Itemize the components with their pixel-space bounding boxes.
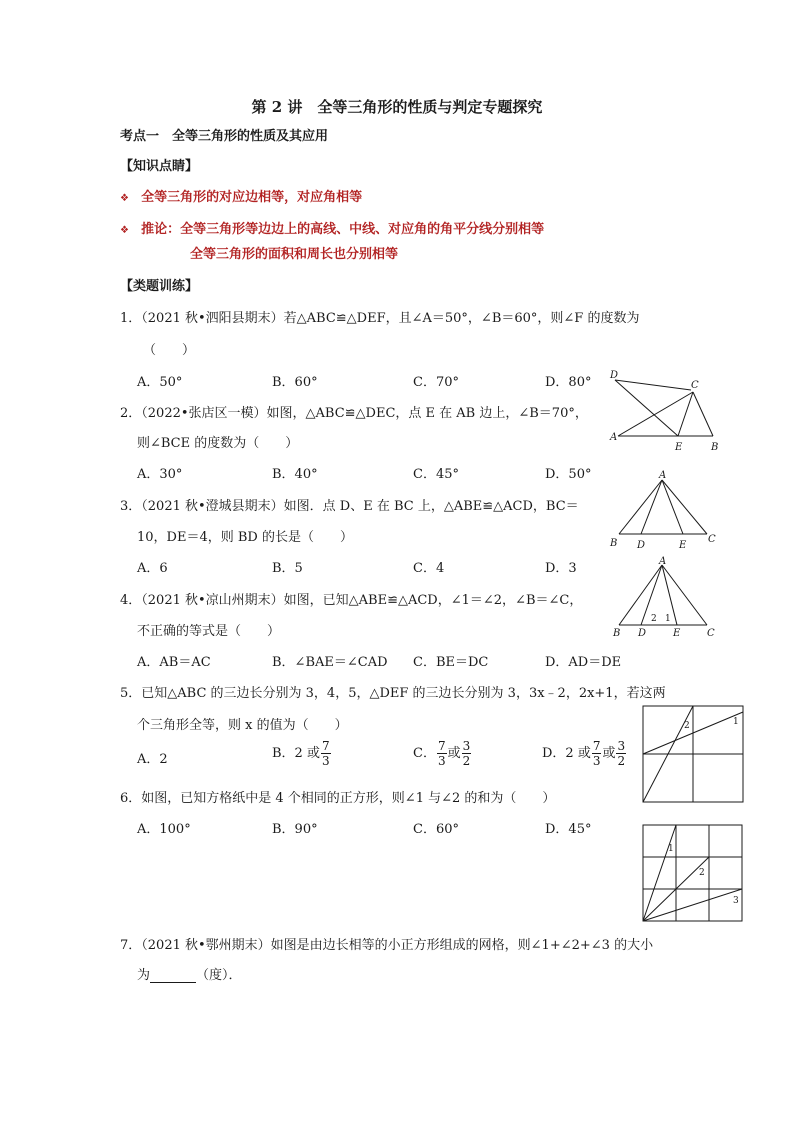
- q6-option-a: A．100°: [137, 822, 191, 837]
- q1-option-d: D．80°: [545, 375, 592, 390]
- knowledge-item-2: [120, 218, 544, 237]
- q3-line-1: 3．（2021 秋•澄城县期末）如图．点 D、E 在 BC 上，△ABE≌△ACD，BC＝: [120, 499, 579, 514]
- q4-option-b: B．∠BAE＝∠CAD: [272, 655, 388, 670]
- knowledge-text-2: 推论：全等三角形等边边上的高线、中线、对应角的角平分线分别相等: [141, 222, 545, 237]
- q4-label-d: D: [638, 628, 647, 639]
- q4-label-a: A: [659, 556, 667, 567]
- q3-option-d: D．3: [545, 561, 577, 576]
- q3-label-b: B: [610, 538, 618, 549]
- q6-figure: [641, 704, 745, 804]
- q6-option-d: D．45°: [545, 822, 592, 837]
- q4-line-2: 不正确的等式是（ ）: [137, 624, 281, 639]
- q2-label-c: C: [691, 380, 699, 391]
- q4-option-c: C．BE＝DC: [413, 655, 489, 670]
- answer-blank: [150, 970, 196, 983]
- q3-label-e: E: [679, 540, 687, 550]
- fraction: $\frac{7}{3}$: [437, 739, 446, 768]
- q2-figure: [605, 366, 725, 456]
- q7-angle-3: 3: [733, 896, 739, 906]
- q1-stem: 1．（2021 秋•泗阳县期末）若△ABC≌△DEF，且∠A＝50°，∠B＝60°，则∠F 的度数为: [120, 311, 640, 326]
- q5-option-d: D．2 或 $\frac{7}{3}$ 或 $\frac{3}{2}$: [542, 739, 626, 768]
- q4-option-d: D．AD＝DE: [545, 655, 622, 670]
- q7-figure: [641, 823, 745, 925]
- q5-option-a: A．2: [137, 752, 168, 767]
- q1-paren: （ ）: [143, 343, 196, 358]
- fraction: $\frac{3}{2}$: [617, 739, 626, 768]
- q2-option-d: D．50°: [545, 467, 592, 482]
- q7-line-1: 7．（2021 秋•鄂州期末）如图是由边长相等的小正方形组成的网格，则∠1+∠2+∠3 的大小: [120, 938, 654, 953]
- q1-option-b: B．60°: [272, 375, 318, 390]
- knowledge-item-1: [120, 186, 362, 205]
- q3-option-c: C．4: [413, 561, 445, 576]
- q3-option-a: A．6: [137, 561, 168, 576]
- fraction: $\frac{3}{2}$: [462, 739, 471, 768]
- q4-line-1: 4．（2021 秋•凉山州期末）如图，已知△ABE≌△ACD，∠1＝∠2，∠B＝∠C，: [120, 593, 583, 608]
- q4-label-c: C: [707, 628, 715, 639]
- q7-angle-2: 2: [699, 868, 705, 878]
- q3-line-2: 10，DE＝4，则 BD 的长是（ ）: [137, 530, 353, 545]
- q5-option-b: B．2 或 $\frac{7}{3}$: [272, 739, 330, 768]
- q4-angle-2: 2: [651, 614, 657, 624]
- q3-label-a: A: [659, 470, 667, 481]
- q4-angle-1: 1: [665, 614, 671, 624]
- q3-option-b: B．5: [272, 561, 303, 576]
- q5-line-2: 个三角形全等，则 x 的值为（ ）: [137, 718, 348, 733]
- q2-label-b: B: [711, 442, 719, 453]
- knowledge-text-3: 全等三角形的面积和周长也分别相等: [190, 247, 399, 262]
- q2-option-b: B．40°: [272, 467, 318, 482]
- diamond-bullet-icon: ❖: [120, 193, 129, 204]
- q4-label-e: E: [673, 628, 681, 639]
- knowledge-text-1: 全等三角形的对应边相等，对应角相等: [141, 190, 363, 205]
- q2-option-a: A．30°: [137, 467, 183, 482]
- q4-label-b: B: [613, 628, 621, 639]
- q7-line-2: 为 （度）．: [137, 968, 242, 983]
- q7-angle-1: 1: [668, 844, 674, 854]
- page-title: 第 2 讲 全等三角形的性质与判定专题探究: [251, 98, 543, 116]
- q2-label-d: D: [610, 370, 619, 381]
- q3-label-d: D: [637, 540, 646, 550]
- q6-angle-1: 1: [733, 717, 739, 727]
- q2-label-a: A: [610, 432, 618, 443]
- q6-angle-2: 2: [684, 721, 690, 731]
- section-heading: 考点一 全等三角形的性质及其应用: [120, 129, 329, 144]
- fraction: $\frac{7}{3}$: [321, 739, 330, 768]
- q3-label-c: C: [708, 534, 716, 545]
- q1-option-c: C．70°: [413, 375, 459, 390]
- q2-line-1: 2．（2022•张店区一模）如图，△ABC≌△DEC，点 E 在 AB 边上，∠B＝70°，: [120, 406, 588, 421]
- fraction: $\frac{7}{3}$: [592, 739, 601, 768]
- diamond-bullet-icon: ❖: [120, 225, 129, 236]
- q4-figure: [605, 555, 720, 640]
- q6-option-c: C．60°: [413, 822, 459, 837]
- q5-option-c: C． $\frac{7}{3}$ 或 $\frac{3}{2}$: [413, 739, 471, 768]
- q3-figure: [605, 468, 720, 550]
- q2-option-c: C．45°: [413, 467, 459, 482]
- q5-line-1: 5．已知△ABC 的三边长分别为 3，4，5，△DEF 的三边长分别为 3，3x﹣2，2x+1，若这两: [120, 686, 666, 701]
- training-header: 【类题训练】: [120, 279, 199, 294]
- q4-option-a: A．AB＝AC: [137, 655, 211, 670]
- q6-option-b: B．90°: [272, 822, 318, 837]
- knowledge-header: 【知识点睛】: [120, 159, 199, 174]
- q2-line-2: 则∠BCE 的度数为（ ）: [137, 436, 299, 451]
- q2-label-e: E: [675, 442, 683, 453]
- q1-option-a: A．50°: [137, 375, 183, 390]
- q6-stem: 6．如图，已知方格纸中是 4 个相同的正方形，则∠1 与∠2 的和为（ ）: [120, 791, 556, 806]
